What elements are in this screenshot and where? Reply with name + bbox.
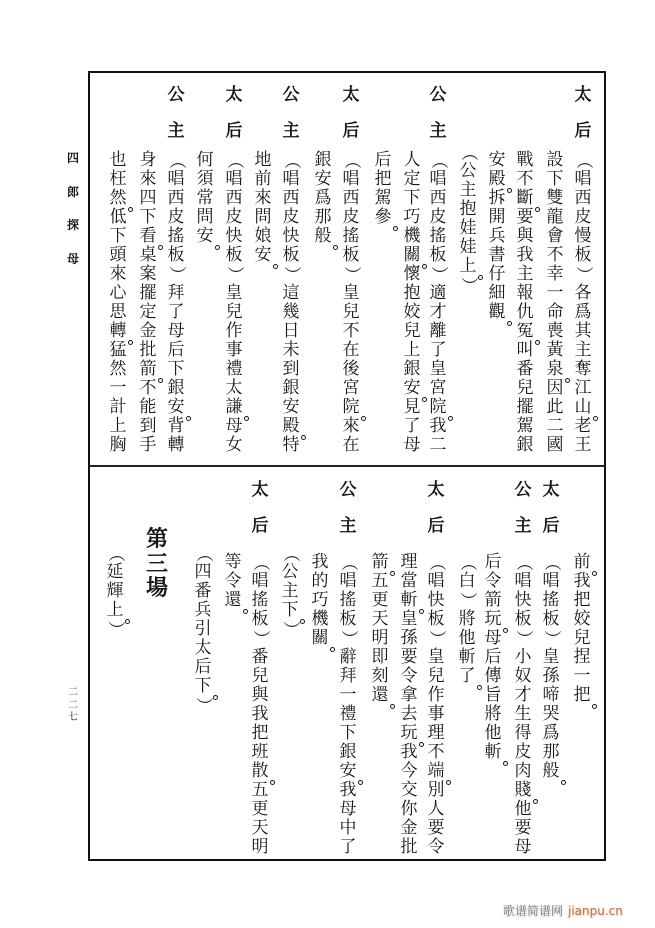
dialogue-line: 何 須 常 問 安 xyxy=(195,151,215,246)
dialogue-line: （ 唱 西 皮 快 板 ） 皇 兒 作 事 禮 太 謙 母 女 xyxy=(224,151,244,455)
dialogue-line: （ 唱 搖 板 ） 辭 拜 一 禮 下 銀 安 我 母 中 了 xyxy=(338,553,358,857)
role-name: 太 后 xyxy=(574,85,592,141)
role-name: 公 主 xyxy=(282,85,300,141)
dialogue-line: 后 把 駕 參 xyxy=(373,151,393,227)
dialogue-line: 銀 安 爲 那 般 xyxy=(313,151,333,246)
dialogue-line: 前 我 把 姣 兒 捏 一 把 xyxy=(572,553,592,705)
scene-heading: 第 三 場 xyxy=(145,526,168,601)
dialogue-line: 地 前 來 問 娘 安 xyxy=(253,151,273,265)
role-name: 公 主 xyxy=(167,85,185,141)
dialogue-line: 設 下 雙 龍 會 不 幸 一 命 喪 黃 泉 因 此 二 國 xyxy=(545,151,565,455)
dialogue-line: 我 的 巧 機 關 xyxy=(310,553,330,648)
dialogue-line: （ 唱 快 板 ） 皇 兒 作 事 理 不 端 別 人 要 令 xyxy=(426,553,446,857)
dialogue-line: 也 枉 然 低 下 頭 來 心 思 轉 猛 然 一 計 上 胸 xyxy=(108,151,128,455)
role-name: 公 主 xyxy=(429,85,447,141)
role-name: 太 后 xyxy=(251,480,269,536)
dialogue-line: 理 當 斬 皇 孫 要 令 拿 去 玩 我 今 交 你 金 批 xyxy=(399,553,419,857)
watermark-site-name: 歌谱简谱网 xyxy=(503,904,564,918)
dialogue-line: （ 唱 搖 板 ） 皇 孫 啼 哭 爲 那 般 xyxy=(541,553,561,781)
stage-direction: （ 四 番 兵 引 太 后 下 ） xyxy=(193,544,213,715)
role-name: 公 主 xyxy=(514,480,532,536)
role-name: 太 后 xyxy=(225,85,243,141)
dialogue-line: 后 令 箭 玩 母 后 傳 旨 將 他 斬 xyxy=(483,553,503,762)
dialogue-line: 等 令 還 xyxy=(223,553,243,610)
role-name: 太 后 xyxy=(342,85,360,141)
page-number: 二 二 七 xyxy=(68,687,78,723)
dialogue-line: （ 唱 西 皮 搖 板 ） 皇 兒 不 在 後 宮 院 來 在 xyxy=(341,151,361,455)
stage-direction: （ 公 主 下 ） xyxy=(280,544,300,639)
dialogue-line: 戰 不 斷 要 與 我 主 報 仇 冤 叫 番 兒 擺 駕 銀 xyxy=(515,151,535,455)
dialogue-line: （ 唱 西 皮 搖 板 ） 適 才 離 了 皇 宮 院 我 二 xyxy=(428,151,448,455)
role-name: 太 后 xyxy=(542,480,560,536)
role-name: 公 主 xyxy=(339,480,357,536)
dialogue-line: 安 殿 拆 開 兵 書 仔 細 觀 xyxy=(487,151,507,322)
stage-direction: （ 延 輝 上 ） xyxy=(105,544,125,639)
watermark-domain: jianpu.cn xyxy=(568,904,623,918)
running-title: 四 郎 探 母 xyxy=(66,151,79,266)
section-divider xyxy=(89,465,605,467)
dialogue-line: 身 來 四 下 看 桌 案 擺 定 金 批 箭 不 能 到 手 xyxy=(138,151,158,455)
spoken-line: （ 白 ） 將 他 斬 了 xyxy=(457,553,477,686)
stage-direction: （ 公 主 抱 娃 娃 上 ） xyxy=(458,143,478,295)
dialogue-line: （ 唱 西 皮 慢 板 ） 各 爲 其 主 奪 江 山 老 王 xyxy=(573,151,593,455)
dialogue-line: 人 定 下 巧 機 關 懷 抱 姣 兒 上 銀 安 見 了 母 xyxy=(402,151,422,455)
role-name: 太 后 xyxy=(427,480,445,536)
dialogue-line: （ 唱 西 皮 搖 板 ） 拜 了 母 后 下 銀 安 背 轉 xyxy=(166,151,186,455)
watermark xyxy=(503,902,623,919)
dialogue-line: （ 唱 快 板 ） 小 奴 才 生 得 皮 肉 賤 他 要 母 xyxy=(513,553,533,857)
dialogue-line: 箭 五 更 天 明 即 刻 還 xyxy=(370,553,390,705)
dialogue-line: （ 唱 搖 板 ） 番 兒 與 我 把 班 散 五 更 天 明 xyxy=(250,553,270,857)
dialogue-line: （ 唱 西 皮 快 板 ） 這 幾 日 未 到 銀 安 殿 特 xyxy=(281,151,301,455)
